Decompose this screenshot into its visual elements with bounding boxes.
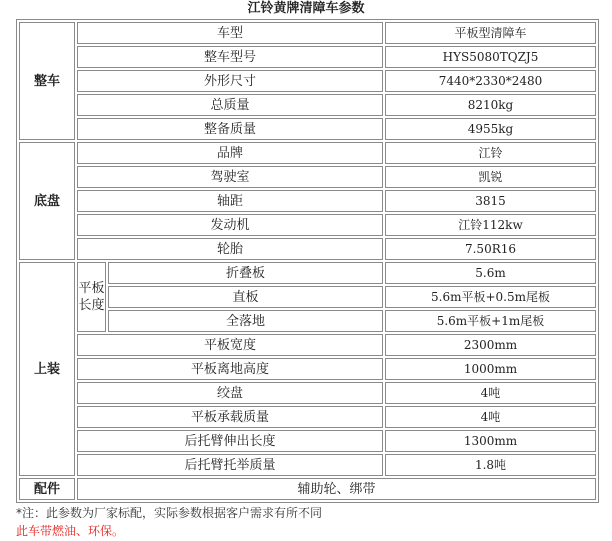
footnote: *注：此参数为厂家标配，实际参数根据客户需求有所不同	[16, 506, 323, 520]
param-name: 整车型号	[77, 46, 383, 68]
param-name: 绞盘	[77, 382, 383, 404]
table-title: 江铃黄牌清障车参数	[247, 1, 365, 16]
param-value: 1000mm	[385, 358, 596, 380]
table-row	[19, 22, 596, 44]
param-value: 2300mm	[385, 334, 596, 356]
table-row	[19, 94, 596, 116]
param-value: 江铃	[385, 142, 596, 164]
param-name: 轮胎	[77, 238, 383, 260]
param-value: 4吨	[385, 382, 596, 404]
accessories-value: 辅助轮、绑带	[77, 478, 596, 500]
table-row	[19, 454, 596, 476]
param-name: 总质量	[77, 94, 383, 116]
section-label-vehicle: 整车	[19, 22, 75, 140]
section-label-chassis: 底盘	[19, 142, 75, 260]
spec-table	[16, 19, 599, 503]
param-name: 折叠板	[108, 262, 383, 284]
param-name: 整备质量	[77, 118, 383, 140]
param-name: 外形尺寸	[77, 70, 383, 92]
param-name: 后托臂托举质量	[77, 454, 383, 476]
table-row	[19, 46, 596, 68]
table-row	[19, 166, 596, 188]
param-value: 4吨	[385, 406, 596, 428]
param-name: 发动机	[77, 214, 383, 236]
table-row	[19, 430, 596, 452]
param-value: 5.6m平板+0.5m尾板	[385, 286, 596, 308]
param-value: 3815	[385, 190, 596, 212]
param-name: 平板承载质量	[77, 406, 383, 428]
param-value: 江铃112kw	[385, 214, 596, 236]
param-name: 驾驶室	[77, 166, 383, 188]
param-name: 平板宽度	[77, 334, 383, 356]
table-row	[19, 142, 596, 164]
table-row	[19, 238, 596, 260]
param-value: 凯锐	[385, 166, 596, 188]
table-row	[19, 118, 596, 140]
section-label-body: 上装	[19, 262, 75, 476]
param-value: 5.6m	[385, 262, 596, 284]
table-row	[19, 406, 596, 428]
param-name: 轴距	[77, 190, 383, 212]
param-name: 全落地	[108, 310, 383, 332]
param-value: 4955kg	[385, 118, 596, 140]
footnote-red: 此车带燃油、环保。	[16, 524, 125, 538]
param-name: 后托臂伸出长度	[77, 430, 383, 452]
sub-label-platform-length: 平板长度	[77, 262, 106, 332]
param-name: 车型	[77, 22, 383, 44]
param-name: 品牌	[77, 142, 383, 164]
table-row	[19, 214, 596, 236]
param-value: 1.8吨	[385, 454, 596, 476]
table-row	[19, 262, 596, 284]
param-value: 1300mm	[385, 430, 596, 452]
param-value: 7440*2330*2480	[385, 70, 596, 92]
table-row	[19, 358, 596, 380]
param-value: 8210kg	[385, 94, 596, 116]
table-row	[19, 478, 596, 500]
section-label-accessories: 配件	[19, 478, 75, 500]
param-value: 5.6m平板+1m尾板	[385, 310, 596, 332]
table-row	[19, 70, 596, 92]
table-row	[19, 334, 596, 356]
param-value: 平板型清障车	[385, 22, 596, 44]
param-name: 平板离地高度	[77, 358, 383, 380]
table-row	[19, 190, 596, 212]
param-value: HYS5080TQZJ5	[385, 46, 596, 68]
param-name: 直板	[108, 286, 383, 308]
param-value: 7.50R16	[385, 238, 596, 260]
table-row	[19, 382, 596, 404]
